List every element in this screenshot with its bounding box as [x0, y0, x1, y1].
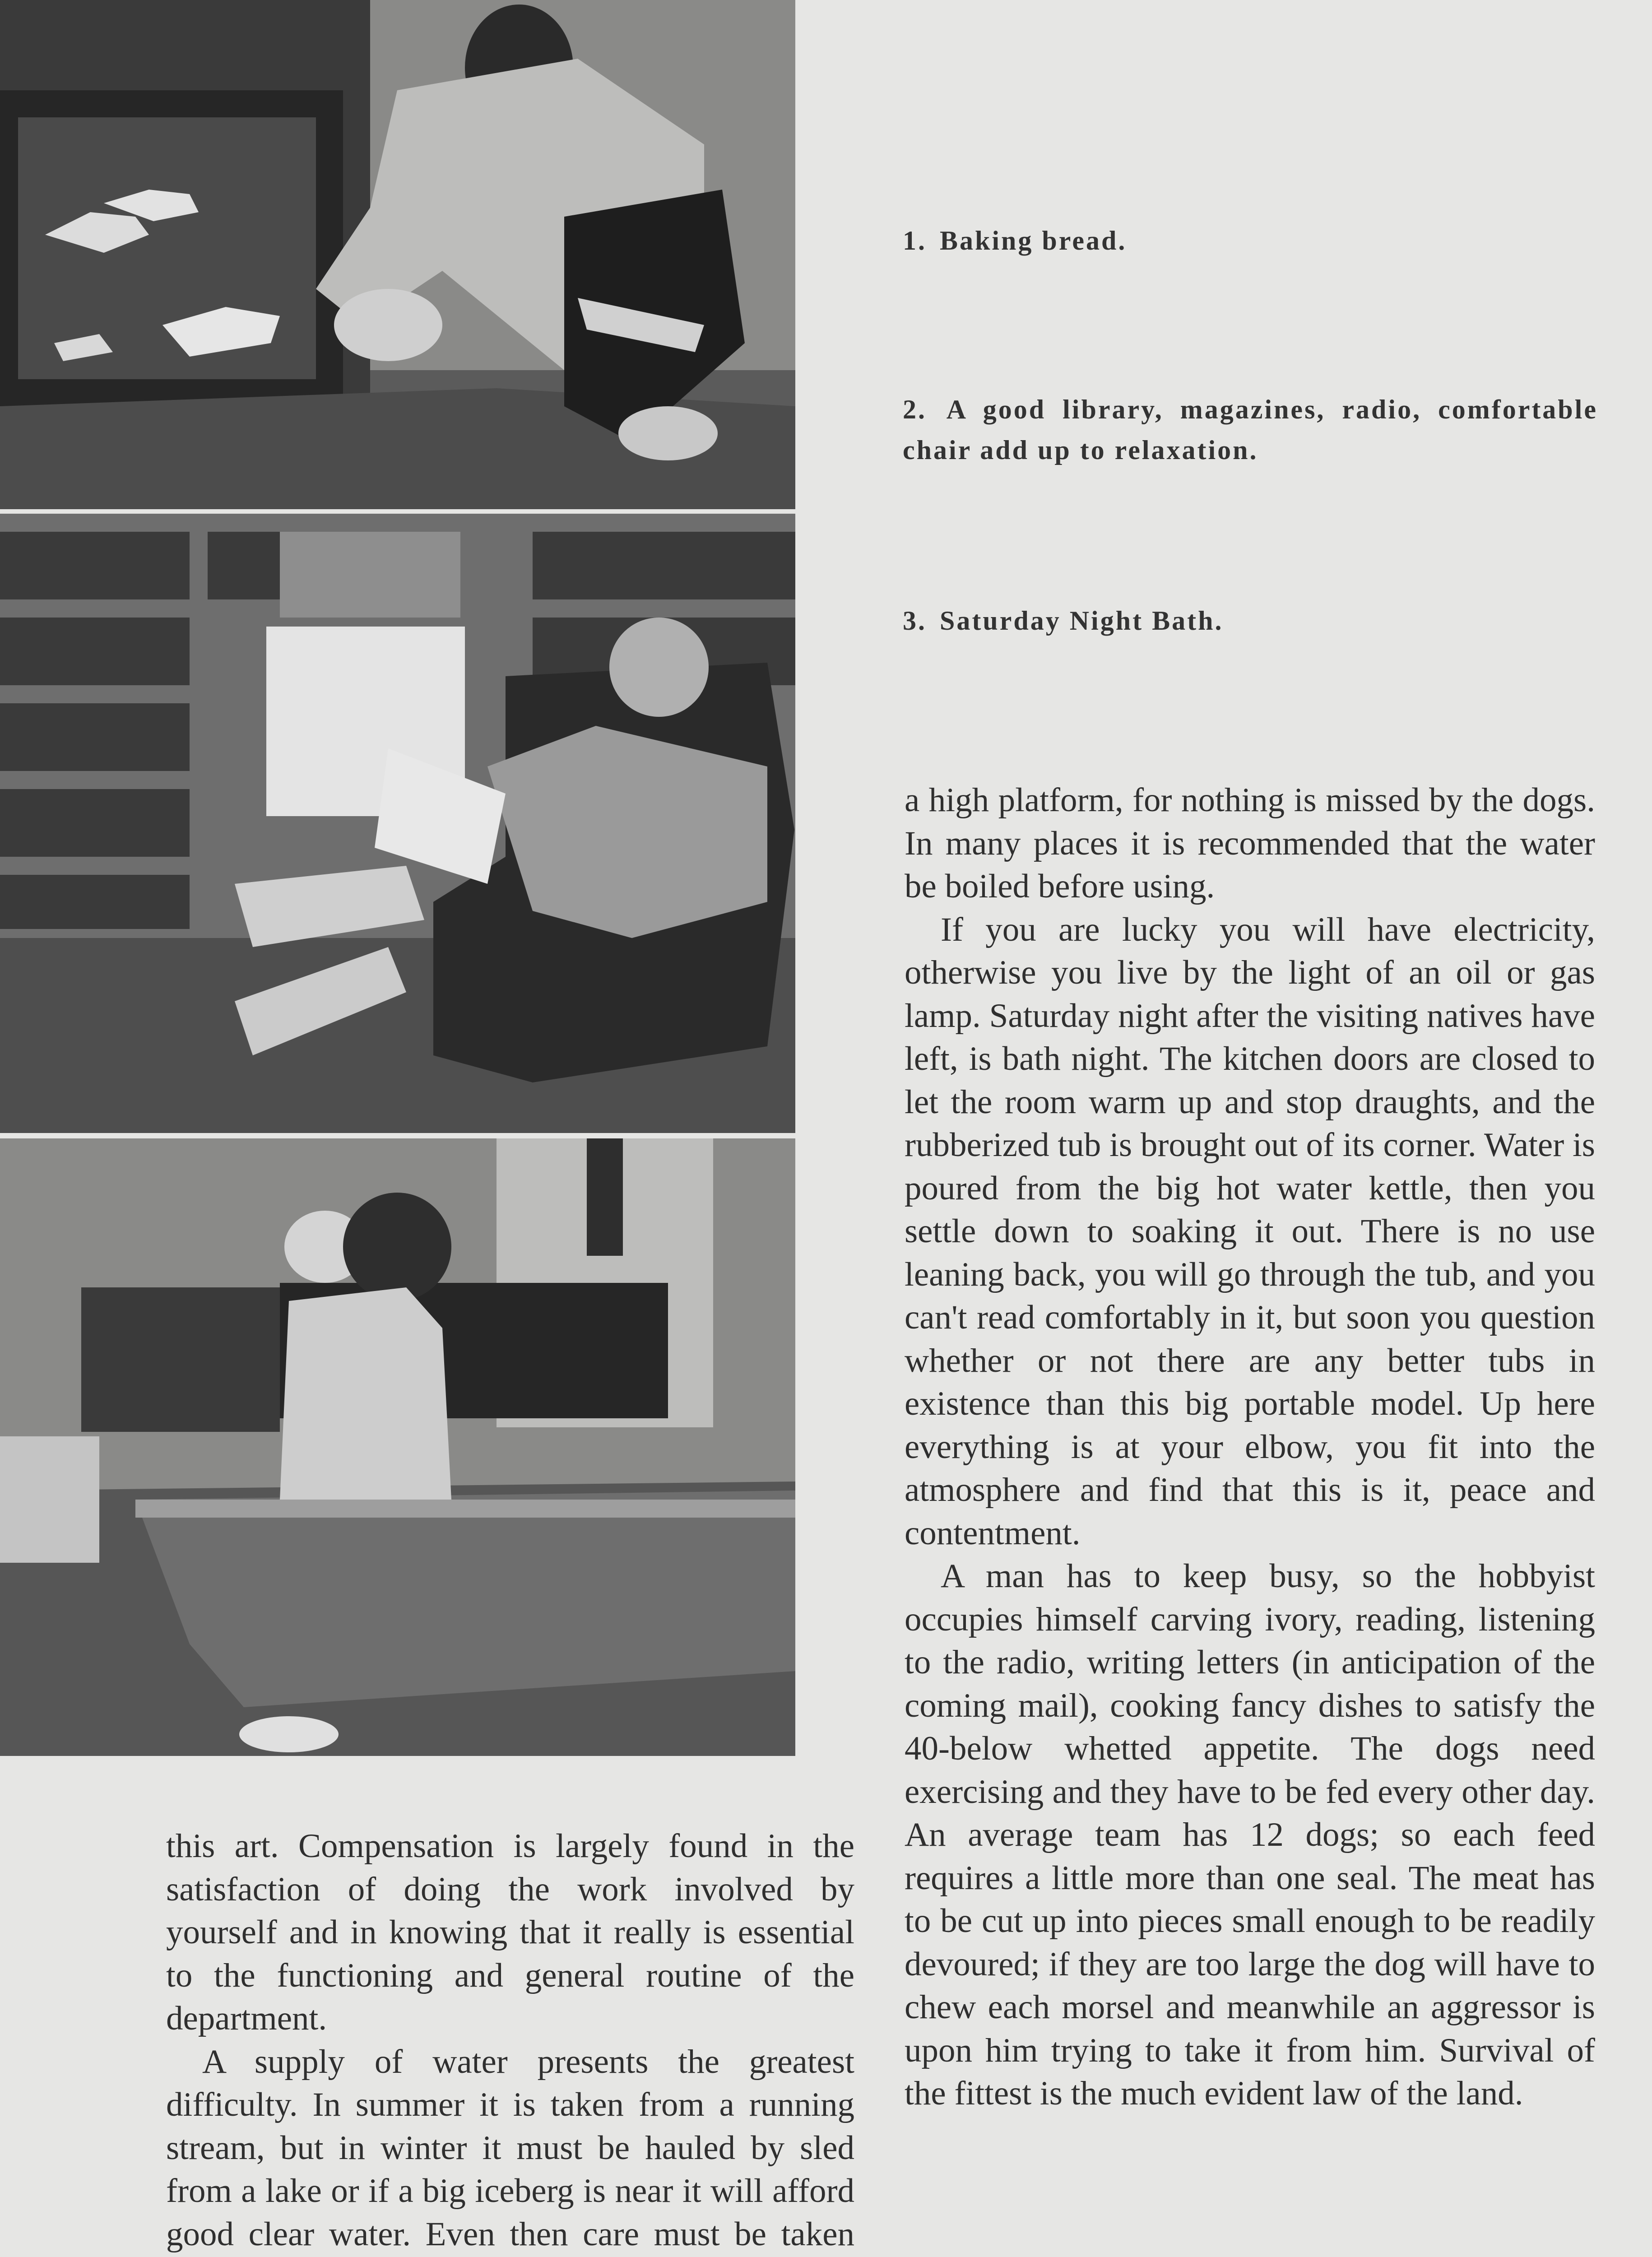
right-text-column: [905, 779, 1595, 2115]
photo-library-relaxation-image: [0, 514, 795, 1133]
paragraph-water-supply: A supply of water presents the greatest difficulty. In summer it is taken from a running stream, but in winter it must be hauled by sled from a lake or if a big iceberg is near it will afford good clear water. Even then care must be taken: [166, 2043, 854, 2253]
paragraph-platform: a high platform, for nothing is missed by the dogs. In many places it is recommended that the water be boiled before using.: [905, 781, 1595, 905]
photo-library-relaxation: [0, 514, 795, 1133]
caption-1: [903, 220, 1598, 261]
paragraph-hobbies: A man has to keep busy, so the hobbyist occupies himself carving ivory, reading, listening to the radio, writing letters (in anticipation of the coming mail), cooking fancy dishes to satisfy the 40-below whetted appetite. The dogs need exercising and they have to be fed every other day. An average team has 12 dogs; so each feed requires a little more than one seal. The meat has to be cut up into pieces small enough to be readily devoured; if they are too large the dog will have to chew each morsel and meanwhile an aggressor is upon him trying to take it from him. Survival of the fittest is the much evident law of the land.: [905, 1557, 1595, 2112]
caption-2-text: A good library, magazines, radio, comfortable chair add up to relaxation.: [903, 395, 1598, 465]
paragraph-bath-night: If you are lucky you will have electricity, otherwise you live by the light of an oil or gas lamp. Saturday night after the visiting natives have left, is bath night. The kitchen doors are closed to let the room warm up and stop draughts, and the rubberized tub is brought out of its corner. Water is poured from the big hot water kettle, then you settle down to soaking it out. There is no use leaning back, you will go through the tub, and you can't read comfortably in it, but soon you question whether or not there are any better tubs in existence than this big portable model. Up here everything is at your elbow, you fit into the atmosphere and find that this is it, peace and contentment.: [905, 910, 1595, 1552]
caption-3: [903, 600, 1598, 641]
photo-saturday-bath: [0, 1138, 795, 1756]
caption-2: [903, 389, 1598, 470]
caption-2-number: 2.: [903, 395, 927, 424]
caption-3-number: 3.: [903, 606, 927, 636]
caption-1-number: 1.: [903, 226, 927, 255]
caption-1-text: Baking bread.: [940, 226, 1127, 255]
photo-baking-bread-image: [0, 0, 795, 509]
photo-baking-bread: [0, 0, 795, 509]
left-text-column: [166, 1825, 854, 2257]
paragraph-compensation: this art. Compensation is largely found in the satisfaction of doing the work involved by yourself and in knowing that it really is essential to the functioning and general routine of the department.: [166, 1827, 854, 2037]
photo-saturday-bath-image: [0, 1138, 795, 1756]
caption-3-text: Saturday Night Bath.: [940, 606, 1224, 636]
